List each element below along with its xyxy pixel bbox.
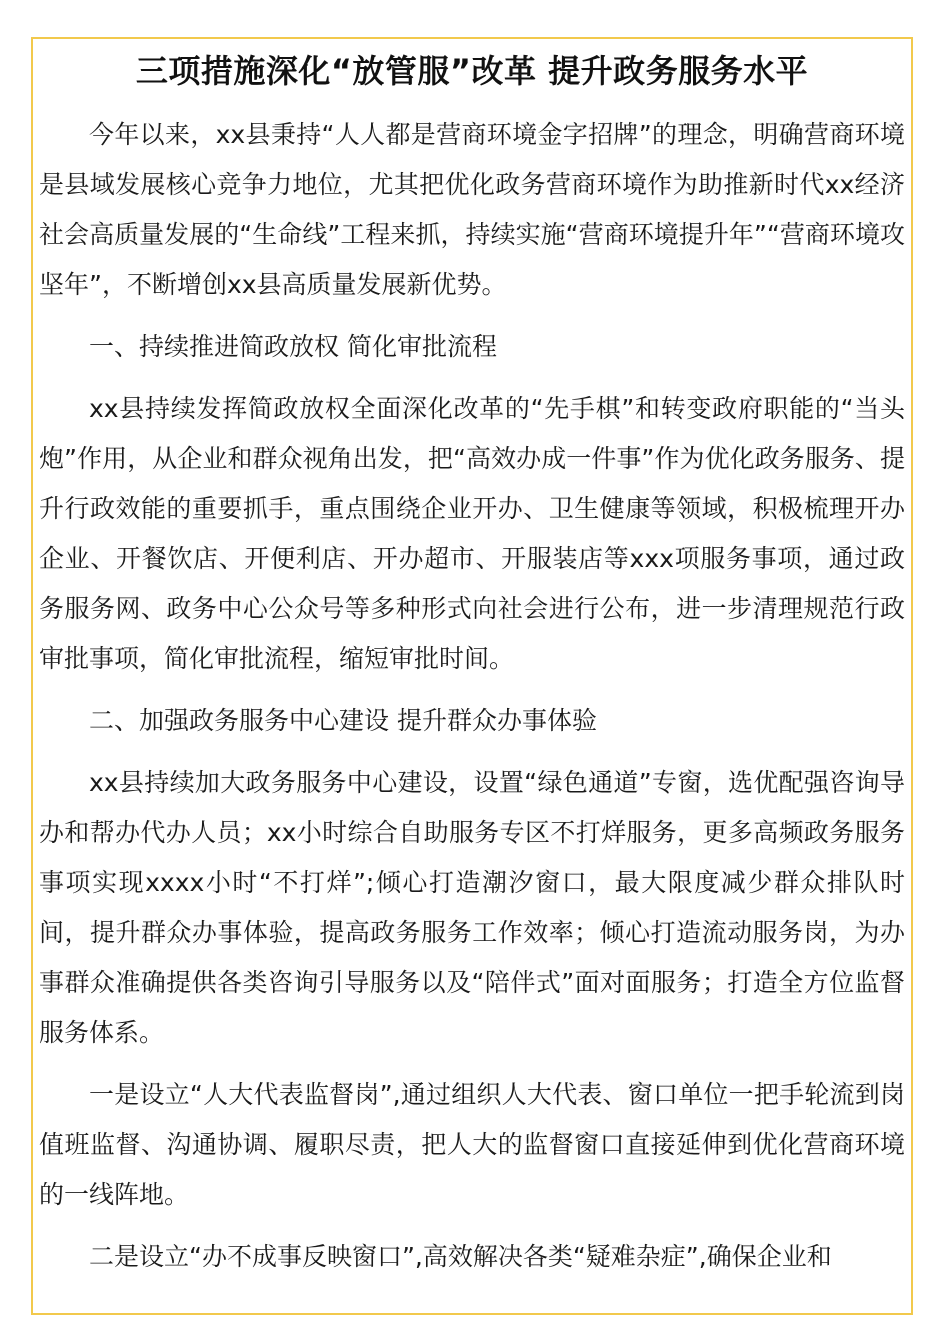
point-one-paragraph: 一是设立“人大代表监督岗”,通过组织人大代表、窗口单位一把手轮流到岗值班监督、沟通协调、履职尽责，把人大的监督窗口直接延伸到优化营商环境的一线阵地。 — [39, 1080, 905, 1209]
section-heading-2: 二、加强政务服务中心建设 提升群众办事体验 — [89, 706, 597, 735]
intro-paragraph: 今年以来，xx县秉持“人人都是营商环境金字招牌”的理念，明确营商环境是县域发展核心竞争力地位，尤其把优化政务营商环境作为助推新时代xx经济社会高质量发展的“生命线”工程来抓，持续实施“营商环境提升年”“营商环境攻坚年”，不断增创xx县高质量发展新优势。 — [39, 120, 905, 299]
document-body — [39, 48, 905, 1294]
document-title: 三项措施深化“放管服”改革 提升政务服务水平 — [135, 52, 809, 90]
point-two-paragraph: 二是设立“办不成事反映窗口”,高效解决各类“疑难杂症”,确保企业和 — [89, 1242, 832, 1271]
section-heading-1: 一、持续推进简政放权 简化审批流程 — [89, 332, 497, 361]
section-1-paragraph: xx县持续发挥简政放权全面深化改革的“先手棋”和转变政府职能的“当头炮”作用，从企业和群众视角出发，把“高效办成一件事”作为优化政务服务、提升行政效能的重要抓手，重点围绕企业开办、卫生健康等领域，积极梳理开办企业、开餐饮店、开便利店、开办超市、开服装店等xxx项服务事项，通过政务服务网、政务中心公众号等多种形式向社会进行公布，进一步清理规范行政审批事项，简化审批流程，缩短审批时间。 — [39, 394, 905, 673]
section-2-paragraph: xx县持续加大政务服务中心建设，设置“绿色通道”专窗，选优配强咨询导办和帮办代办人员；xx小时综合自助服务专区不打烊服务，更多高频政务服务事项实现xxxx小时“不打烊”;倾心打造潮汐窗口，最大限度减少群众排队时间，提升群众办事体验，提高政务服务工作效率；倾心打造流动服务岗，为办事群众准确提供各类咨询引导服务以及“陪伴式”面对面服务；打造全方位监督服务体系。 — [39, 768, 905, 1047]
